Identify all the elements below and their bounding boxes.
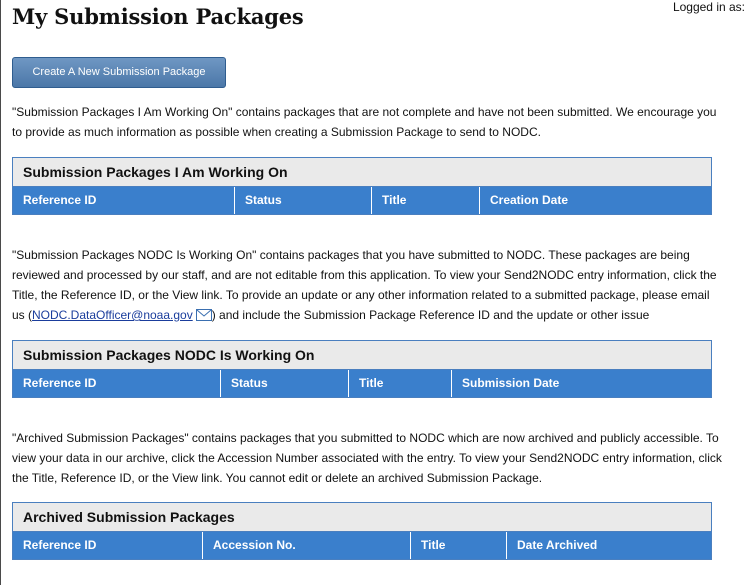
column-header[interactable]: Title <box>411 532 507 559</box>
nodc-working-description <box>12 245 724 325</box>
column-header[interactable]: Title <box>372 187 480 214</box>
working-on-panel-title: Submission Packages I Am Working On <box>13 158 711 187</box>
nodc-working-text-end: ) and include the Submission Package Reference ID and the update or other issue <box>211 308 650 322</box>
page-title: My Submission Packages <box>12 4 304 29</box>
working-on-panel <box>12 157 712 215</box>
create-package-button[interactable]: Create A New Submission Package <box>12 57 226 88</box>
mail-icon[interactable] <box>196 309 212 321</box>
column-header[interactable]: Date Archived <box>517 538 598 552</box>
email-link[interactable]: NODC.DataOfficer@noaa.gov <box>32 308 193 322</box>
column-header[interactable]: Reference ID <box>13 187 235 214</box>
column-header[interactable]: Accession No. <box>203 532 411 559</box>
nodc-working-panel <box>12 340 712 398</box>
column-header[interactable]: Reference ID <box>13 370 221 397</box>
column-header[interactable]: Creation Date <box>490 193 569 207</box>
login-status: Logged in as: <box>672 0 745 14</box>
working-on-description: "Submission Packages I Am Working On" contains packages that are not complete and have not been submitted. We encourage you to provide as much information as possible when creating a Submission Package to send to NODC. <box>12 105 717 139</box>
archived-table-header <box>13 532 711 559</box>
left-border <box>0 0 1 585</box>
column-header[interactable]: Status <box>221 370 349 397</box>
column-header[interactable]: Status <box>235 187 372 214</box>
nodc-working-text: "Submission Packages NODC Is Working On" contains packages that you have submitted to NODC. These packages are being reviewed and processed by our staff, and are not editable from this application. To view your Send2NODC entry information, click the Title, the Reference ID, or the View link. To provide an update or any other information related to a submitted package, please email us ( <box>12 248 717 322</box>
archived-panel-title: Archived Submission Packages <box>13 503 711 532</box>
column-header[interactable]: Reference ID <box>13 532 203 559</box>
column-header[interactable]: Title <box>349 370 452 397</box>
nodc-working-table-header <box>13 370 711 397</box>
nodc-working-panel-title: Submission Packages NODC Is Working On <box>13 341 711 370</box>
archived-description: "Archived Submission Packages" contains packages that you submitted to NODC which are now archived and publicly accessible. To view your data in our archive, click the Accession Number associated with the entry. To view your Send2NODC entry information, click the Title, Reference ID, or the View link. You cannot edit or delete an archived Submission Package. <box>12 431 722 485</box>
archived-panel <box>12 502 712 560</box>
column-header[interactable]: Submission Date <box>462 376 560 390</box>
working-on-table-header <box>13 187 711 214</box>
